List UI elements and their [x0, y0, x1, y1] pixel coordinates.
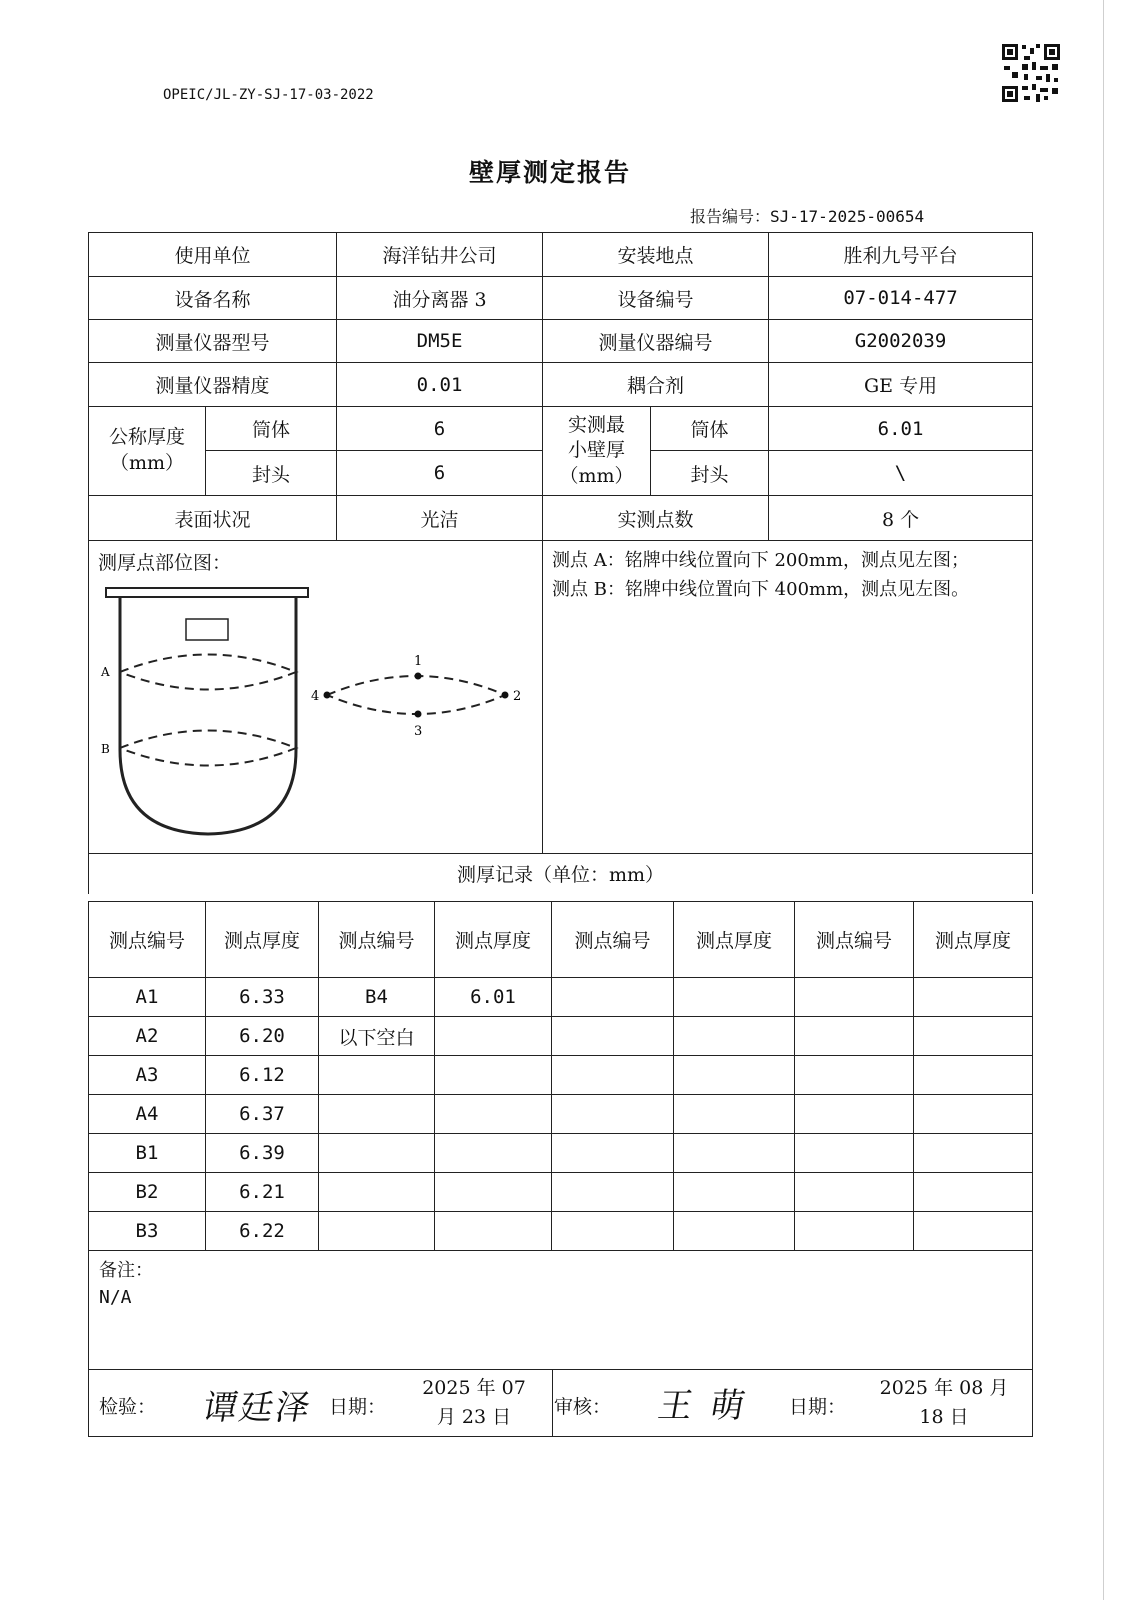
- inspect-date-label: 日期：: [329, 1396, 387, 1418]
- col-header-thickness: 测点厚度: [206, 902, 319, 978]
- point-2-label: 2: [513, 689, 522, 704]
- report-info-table: [88, 232, 1033, 894]
- col-header-thickness: 测点厚度: [435, 902, 552, 978]
- page-edge-line: [1103, 0, 1104, 1600]
- record-title: 测厚记录（单位：mm）: [89, 854, 1033, 894]
- point-no: A3: [89, 1056, 206, 1095]
- nominal-head-value: 6: [337, 451, 543, 496]
- point-4-dot: [324, 692, 331, 699]
- inspect-date: [419, 1374, 529, 1431]
- point-thickness: 6.12: [206, 1056, 319, 1095]
- inspect-date-line1: 2025 年 07: [422, 1377, 526, 1399]
- inst-no-value: G2002039: [769, 320, 1033, 363]
- empty-cell: [914, 1056, 1033, 1095]
- min-thickness-label: [543, 407, 651, 496]
- min-head-value: \: [769, 451, 1033, 496]
- point-thickness: 6.21: [206, 1173, 319, 1212]
- point-thickness: 6.39: [206, 1134, 319, 1173]
- col-header-no: 测点编号: [89, 902, 206, 978]
- empty-cell: [552, 1056, 674, 1095]
- point-thickness: [435, 1017, 552, 1056]
- review-date: [859, 1374, 1029, 1431]
- empty-cell: [674, 1173, 795, 1212]
- empty-cell: [674, 1017, 795, 1056]
- equip-name-value: 油分离器 3: [337, 277, 543, 320]
- empty-cell: [914, 978, 1033, 1017]
- inst-no-label: 测量仪器编号: [543, 320, 769, 363]
- equip-no-label: 设备编号: [543, 277, 769, 320]
- remarks-text: N/A: [99, 1287, 132, 1308]
- remarks-label: 备注：: [99, 1260, 153, 1281]
- point-thickness: 6.20: [206, 1017, 319, 1056]
- min-label-line3: （mm）: [559, 464, 634, 487]
- col-header-no: 测点编号: [795, 902, 914, 978]
- empty-cell: [552, 1134, 674, 1173]
- thickness-record-table: [88, 901, 1033, 1437]
- inspect-date-line2: 月 23 日: [436, 1405, 512, 1428]
- point-1-label: 1: [414, 654, 423, 669]
- signature-divider: [552, 1370, 553, 1436]
- thickness-point-diagram: [89, 541, 541, 854]
- diagram-notes: [543, 541, 1033, 854]
- document-code: OPEIC/JL-ZY-SJ-17-03-2022: [163, 87, 374, 103]
- review-date-label: 日期：: [789, 1396, 847, 1418]
- point-no: A4: [89, 1095, 206, 1134]
- point-3-label: 3: [414, 724, 423, 739]
- empty-cell: [795, 1134, 914, 1173]
- col-header-thickness: 测点厚度: [674, 902, 795, 978]
- point-thickness: 6.01: [435, 978, 552, 1017]
- record-header-row: [89, 902, 1033, 978]
- point-no: A2: [89, 1017, 206, 1056]
- col-header-no: 测点编号: [319, 902, 435, 978]
- min-shell-label: 筒体: [651, 407, 769, 451]
- table-row: [89, 1017, 1033, 1056]
- label-b: B: [101, 742, 110, 756]
- empty-cell: [552, 1212, 674, 1251]
- section-b-dash: [120, 731, 296, 766]
- point-no: B2: [89, 1173, 206, 1212]
- table-row: [89, 1173, 1033, 1212]
- point-3-dot: [415, 711, 422, 718]
- empty-cell: [552, 978, 674, 1017]
- nominal-thickness-label: [89, 407, 206, 496]
- min-head-label: 封头: [651, 451, 769, 496]
- diagram-cell: [89, 541, 543, 854]
- empty-cell: [914, 1017, 1033, 1056]
- table-row: [89, 1134, 1033, 1173]
- equip-no-value: 07-014-477: [769, 277, 1033, 320]
- inst-model-value: DM5E: [337, 320, 543, 363]
- remarks-cell: [89, 1251, 1033, 1370]
- empty-cell: [319, 1095, 435, 1134]
- review-label: 审核：: [554, 1396, 612, 1418]
- user-unit-label: 使用单位: [89, 233, 337, 277]
- inspect-label: 检验：: [99, 1396, 157, 1418]
- empty-cell: [914, 1173, 1033, 1212]
- nominal-label-line1: 公称厚度: [108, 426, 185, 449]
- point-no: A1: [89, 978, 206, 1017]
- section-a-dash: [120, 655, 296, 690]
- min-label-line2: 小壁厚: [568, 439, 626, 462]
- empty-cell: [319, 1212, 435, 1251]
- points-count-value: 8 个: [769, 496, 1033, 541]
- nominal-head-label: 封头: [206, 451, 337, 496]
- vessel-top-flange: [106, 588, 308, 597]
- empty-cell: [795, 1017, 914, 1056]
- qr-code-icon: [1000, 42, 1062, 104]
- empty-cell: [435, 1134, 552, 1173]
- points-count-label: 实测点数: [543, 496, 769, 541]
- empty-cell: [319, 1173, 435, 1212]
- location-label: 安装地点: [543, 233, 769, 277]
- col-header-thickness: 测点厚度: [914, 902, 1033, 978]
- section-detail-dash: [327, 676, 505, 714]
- review-date-line1: 2025 年 08 月: [879, 1377, 1009, 1399]
- empty-cell: [552, 1017, 674, 1056]
- user-unit-value: 海洋钻井公司: [337, 233, 543, 277]
- nameplate: [186, 619, 228, 640]
- empty-cell: [435, 1095, 552, 1134]
- inst-precision-label: 测量仪器精度: [89, 363, 337, 407]
- point-4-label: 4: [311, 689, 320, 704]
- inst-precision-value: 0.01: [337, 363, 543, 407]
- empty-cell: [319, 1056, 435, 1095]
- remarks-row: [89, 1251, 1033, 1370]
- inst-model-label: 测量仪器型号: [89, 320, 337, 363]
- inspector-signature: 谭廷泽: [199, 1388, 315, 1428]
- report-number-value: SJ-17-2025-00654: [770, 207, 925, 226]
- empty-cell: [674, 1056, 795, 1095]
- empty-cell: [435, 1056, 552, 1095]
- empty-cell: [435, 1173, 552, 1212]
- signature-row: [89, 1370, 1033, 1437]
- empty-cell: [674, 978, 795, 1017]
- empty-cell: [674, 1212, 795, 1251]
- point-thickness: 6.33: [206, 978, 319, 1017]
- couplant-label: 耦合剂: [543, 363, 769, 407]
- point-1-dot: [415, 673, 422, 680]
- report-number: [690, 204, 924, 227]
- empty-cell: [795, 1212, 914, 1251]
- empty-cell: [552, 1095, 674, 1134]
- surface-value: 光洁: [337, 496, 543, 541]
- point-thickness: 6.37: [206, 1095, 319, 1134]
- diagram-title: 测厚点部位图：: [98, 552, 232, 574]
- point-thickness: 6.22: [206, 1212, 319, 1251]
- empty-cell: [795, 1056, 914, 1095]
- reviewer-signature: 王萌: [654, 1386, 766, 1426]
- empty-cell: [674, 1134, 795, 1173]
- empty-cell: [795, 978, 914, 1017]
- vessel-body: [120, 598, 296, 834]
- surface-label: 表面状况: [89, 496, 337, 541]
- blank-below-marker: 以下空白: [319, 1017, 435, 1056]
- min-label-line1: 实测最: [568, 413, 626, 436]
- point-no: B1: [89, 1134, 206, 1173]
- empty-cell: [914, 1095, 1033, 1134]
- empty-cell: [435, 1212, 552, 1251]
- empty-cell: [319, 1134, 435, 1173]
- nominal-label-line2: （mm）: [109, 452, 185, 474]
- signature-cell: [89, 1370, 1033, 1437]
- empty-cell: [795, 1095, 914, 1134]
- empty-cell: [552, 1173, 674, 1212]
- point-no: B4: [319, 978, 435, 1017]
- note-point-b: 测点 B：铭牌中线位置向下 400mm，测点见左图。: [552, 578, 970, 600]
- empty-cell: [795, 1173, 914, 1212]
- empty-cell: [914, 1134, 1033, 1173]
- point-no: B3: [89, 1212, 206, 1251]
- nominal-shell-label: 筒体: [206, 407, 337, 451]
- label-a: A: [101, 665, 110, 679]
- location-value: 胜利九号平台: [769, 233, 1033, 277]
- table-row: [89, 978, 1033, 1017]
- empty-cell: [914, 1212, 1033, 1251]
- table-row: [89, 1056, 1033, 1095]
- equip-name-label: 设备名称: [89, 277, 337, 320]
- table-row: [89, 1212, 1033, 1251]
- note-point-a: 测点 A：铭牌中线位置向下 200mm，测点见左图；: [552, 550, 969, 571]
- col-header-no: 测点编号: [552, 902, 674, 978]
- table-row: [89, 1095, 1033, 1134]
- page-title: 壁厚测定报告: [468, 158, 631, 187]
- nominal-shell-value: 6: [337, 407, 543, 451]
- point-2-dot: [502, 692, 509, 699]
- empty-cell: [674, 1095, 795, 1134]
- min-shell-value: 6.01: [769, 407, 1033, 451]
- report-number-label: 报告编号：: [690, 207, 771, 226]
- couplant-value: GE 专用: [769, 363, 1033, 407]
- review-date-line2: 18 日: [919, 1405, 969, 1428]
